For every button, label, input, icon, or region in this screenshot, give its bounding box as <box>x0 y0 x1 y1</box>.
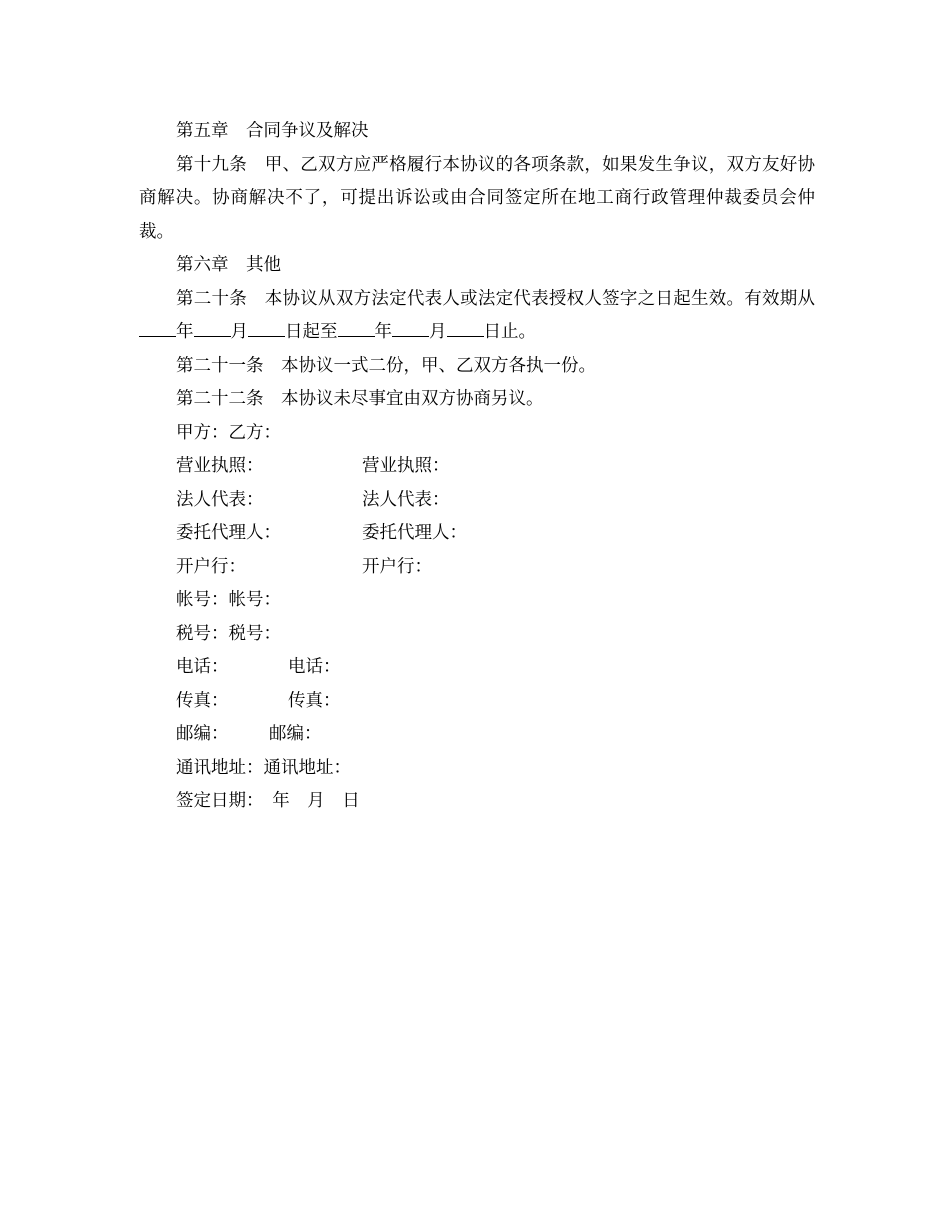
zip-label-b: 邮编： <box>269 724 322 744</box>
tax-line: 税号：税号： <box>176 623 281 644</box>
blank-day-1 <box>248 316 285 337</box>
chapter-6-heading: 第六章 其他 <box>176 255 281 275</box>
blank-day-2 <box>447 316 484 337</box>
article-21: 第二十一条 本协议一式二份，甲、乙双方各执一份。 <box>176 355 596 376</box>
document-body <box>139 115 815 819</box>
phone-label-a: 电话： <box>176 657 229 677</box>
blank-year-2 <box>338 316 375 337</box>
rep-label-a: 法人代表： <box>176 489 264 510</box>
article-20-text: 第二十条 本协议从双方法定代表人或法定代表授权人签字之日起生效。有效 <box>176 288 780 309</box>
day-1-label: 日起至 <box>285 322 338 342</box>
day-2-label: 日止。 <box>483 322 536 342</box>
agent-label-a: 委托代理人： <box>176 523 281 543</box>
article-20-prefix: 期从 <box>779 288 816 309</box>
zip-label-a: 邮编： <box>176 724 229 744</box>
year-2-label: 年 <box>374 322 392 342</box>
address-line: 通讯地址：通讯地址： <box>176 757 351 778</box>
license-line <box>139 450 815 484</box>
rep-label-b: 法人代表： <box>362 489 450 510</box>
agent-line <box>139 517 815 551</box>
month-2-label: 月 <box>429 322 447 342</box>
article-19: 第十九条 甲、乙双方应严格履行本协议的各项条款，如果发生争议，双方友好协商解决。协商解决不了，可提出诉讼或由合同签定所在地工商行政管理仲裁委员会仲裁。 <box>139 154 815 242</box>
rep-line <box>139 484 815 518</box>
fax-line <box>139 685 815 719</box>
account-line: 帐号：帐号： <box>176 590 281 610</box>
month-1-label: 月 <box>230 322 248 342</box>
blank-month-1 <box>194 316 231 337</box>
blank-month-2 <box>392 316 429 337</box>
bank-label-a: 开户行： <box>176 556 246 577</box>
phone-label-b: 电话： <box>288 657 341 677</box>
phone-line <box>139 651 815 685</box>
bank-label-b: 开户行： <box>362 556 432 577</box>
article-20 <box>139 283 815 350</box>
parties-line: 甲方：乙方： <box>176 422 281 443</box>
year-1-label: 年 <box>176 322 194 342</box>
fax-label-b: 传真： <box>288 690 341 711</box>
article-22: 第二十二条 本协议未尽事宜由双方协商另议。 <box>176 389 544 409</box>
agent-label-b: 委托代理人： <box>362 523 467 543</box>
fax-label-a: 传真： <box>176 690 229 711</box>
zip-line <box>139 718 815 752</box>
license-label-b: 营业执照： <box>362 456 450 476</box>
date-line: 签定日期： 年 月 日 <box>176 791 360 811</box>
bank-line <box>139 551 815 585</box>
chapter-5-heading: 第五章 合同争议及解决 <box>176 121 369 141</box>
blank-year-1 <box>139 316 176 337</box>
license-label-a: 营业执照： <box>176 456 264 476</box>
